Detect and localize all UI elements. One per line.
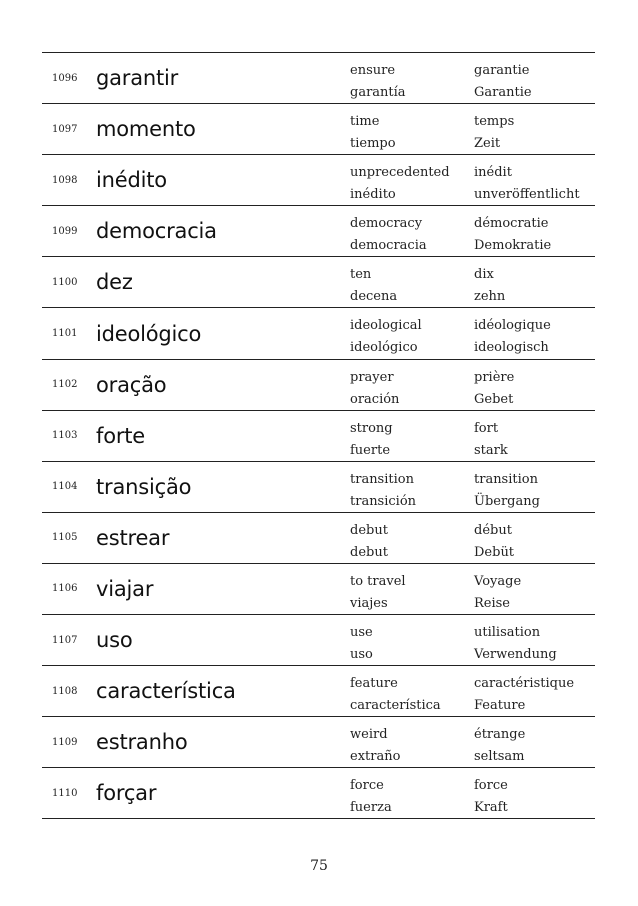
page-number: 75	[310, 858, 328, 874]
entry-number: 1096	[52, 72, 78, 84]
german-translation: Garantie	[474, 85, 532, 100]
portuguese-word: característica	[96, 679, 236, 704]
translation-column-2	[474, 367, 514, 411]
translation-column-2	[474, 571, 521, 615]
translation-column-2	[474, 469, 540, 513]
german-translation: seltsam	[474, 749, 525, 765]
table-row	[42, 615, 595, 666]
english-translation: transition	[350, 471, 414, 487]
table-row	[42, 360, 595, 411]
translation-column-2	[474, 724, 525, 768]
entry-number: 1102	[52, 379, 78, 391]
portuguese-word: estranho	[96, 730, 188, 755]
spanish-translation: oración	[350, 391, 400, 407]
translation-column-1	[350, 673, 441, 717]
table-row	[42, 564, 595, 615]
translation-column-2	[474, 60, 532, 104]
english-translation: ideological	[350, 318, 422, 334]
translation-column-1	[350, 367, 399, 411]
translation-column-1	[350, 111, 396, 155]
spanish-translation: uso	[350, 647, 373, 663]
portuguese-word: forçar	[96, 781, 157, 806]
translation-column-2	[474, 111, 514, 155]
table-row	[42, 666, 595, 717]
translation-column-1	[350, 571, 406, 615]
translation-column-1	[350, 775, 392, 819]
translation-column-1	[350, 418, 393, 462]
french-translation: fort	[474, 420, 499, 436]
translation-column-1	[350, 622, 373, 666]
translation-column-2	[474, 162, 580, 206]
entry-number: 1110	[52, 787, 78, 799]
table-row	[42, 155, 595, 206]
translation-column-2	[474, 622, 557, 666]
french-translation: début	[474, 522, 512, 538]
translation-column-1	[350, 469, 416, 513]
vocabulary-table	[42, 52, 595, 819]
portuguese-word: oração	[96, 372, 167, 397]
german-translation: Gebet	[474, 391, 514, 407]
table-row	[42, 53, 595, 104]
english-translation: to travel	[350, 573, 406, 589]
english-translation: prayer	[350, 369, 394, 385]
entry-number: 1098	[52, 174, 78, 186]
spanish-translation: extraño	[350, 749, 401, 765]
table-row	[42, 717, 595, 768]
german-translation: Feature	[474, 698, 526, 714]
table-row	[42, 462, 595, 513]
translation-column-2	[474, 315, 551, 359]
table-row	[42, 104, 595, 155]
entry-number: 1108	[52, 685, 78, 697]
german-translation: ideologisch	[474, 340, 549, 356]
translation-column-1	[350, 520, 388, 564]
spanish-translation: inédito	[350, 187, 396, 203]
spanish-translation: ideológico	[350, 340, 418, 356]
german-translation: Verwendung	[474, 647, 557, 663]
table-row	[42, 257, 595, 308]
french-translation: Voyage	[474, 573, 522, 589]
english-translation: strong	[350, 420, 393, 436]
french-translation: garantie	[474, 63, 530, 78]
french-translation: utilisation	[474, 625, 541, 641]
german-translation: Übergang	[474, 493, 540, 509]
portuguese-word: estrear	[96, 525, 170, 550]
table-row	[42, 513, 595, 564]
translation-column-1	[350, 162, 450, 206]
spanish-translation: garantía	[350, 85, 406, 100]
spanish-translation: transición	[350, 493, 417, 509]
german-translation: zehn	[474, 289, 506, 305]
french-translation: étrange	[474, 727, 526, 743]
spanish-translation: característica	[350, 698, 441, 714]
french-translation: démocratie	[474, 216, 549, 232]
german-translation: Kraft	[474, 800, 508, 816]
spanish-translation: democracia	[350, 238, 427, 254]
entry-number: 1099	[52, 225, 78, 237]
german-translation: Reise	[474, 595, 511, 611]
table-row	[42, 768, 595, 819]
spanish-translation: debut	[350, 544, 388, 560]
translation-column-1	[350, 213, 427, 257]
english-translation: ensure	[350, 63, 396, 78]
translation-column-2	[474, 213, 551, 257]
french-translation: transition	[474, 471, 538, 487]
german-translation: Debüt	[474, 544, 515, 560]
entry-number: 1101	[52, 328, 78, 340]
portuguese-word: dez	[96, 270, 133, 295]
portuguese-word: democracia	[96, 219, 217, 244]
french-translation: inédit	[474, 165, 512, 181]
spanish-translation: fuerza	[350, 800, 392, 816]
portuguese-word: transição	[96, 474, 192, 499]
entry-number: 1103	[52, 430, 78, 442]
table-row	[42, 411, 595, 462]
french-translation: caractéristique	[474, 676, 575, 692]
entry-number: 1104	[52, 481, 78, 493]
translation-column-2	[474, 673, 574, 717]
translation-column-1	[350, 264, 397, 308]
table-row	[42, 308, 595, 359]
english-translation: democracy	[350, 216, 423, 232]
portuguese-word: inédito	[96, 168, 167, 193]
entry-number: 1100	[52, 276, 78, 288]
english-translation: unprecedented	[350, 165, 450, 181]
english-translation: ten	[350, 267, 372, 283]
german-translation: Zeit	[474, 136, 501, 152]
entry-number: 1097	[52, 123, 78, 135]
english-translation: debut	[350, 522, 388, 538]
table-row	[42, 206, 595, 257]
portuguese-word: ideológico	[96, 321, 202, 346]
translation-column-1	[350, 315, 422, 359]
german-translation: Demokratie	[474, 238, 552, 254]
translation-column-2	[474, 775, 508, 819]
translation-column-2	[474, 418, 508, 462]
spanish-translation: tiempo	[350, 136, 396, 152]
entry-number: 1109	[52, 736, 78, 748]
entry-number: 1105	[52, 532, 78, 544]
portuguese-word: viajar	[96, 576, 154, 601]
english-translation: force	[350, 778, 384, 794]
french-translation: prière	[474, 369, 515, 385]
portuguese-word: garantir	[96, 66, 179, 91]
translation-column-1	[350, 60, 406, 104]
french-translation: temps	[474, 114, 515, 130]
english-translation: time	[350, 114, 380, 130]
spanish-translation: fuerte	[350, 442, 391, 458]
english-translation: weird	[350, 727, 388, 743]
translation-column-2	[474, 264, 505, 308]
english-translation: use	[350, 625, 373, 641]
translation-column-2	[474, 520, 514, 564]
spanish-translation: viajes	[350, 595, 388, 611]
french-translation: idéologique	[474, 318, 551, 334]
german-translation: stark	[474, 442, 508, 458]
entry-number: 1106	[52, 583, 78, 595]
german-translation: unveröffentlicht	[474, 187, 580, 203]
entry-number: 1107	[52, 634, 78, 646]
french-translation: dix	[474, 267, 494, 283]
english-translation: feature	[350, 676, 398, 692]
spanish-translation: decena	[350, 289, 398, 305]
translation-column-1	[350, 724, 400, 768]
portuguese-word: forte	[96, 423, 146, 448]
portuguese-word: momento	[96, 117, 196, 142]
french-translation: force	[474, 778, 508, 794]
portuguese-word: uso	[96, 628, 133, 653]
